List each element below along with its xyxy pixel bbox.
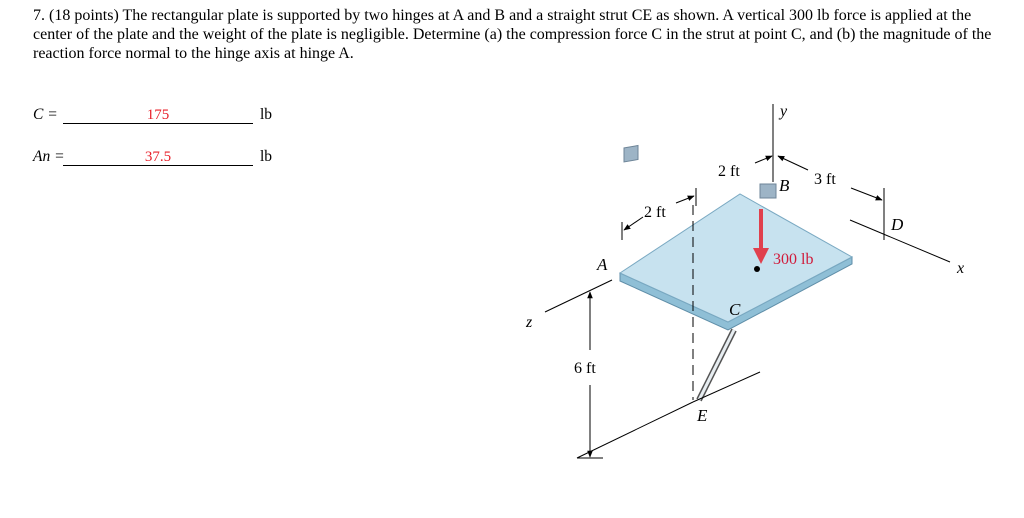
problem-points: (18 points)	[49, 7, 119, 24]
strut-ce-inner	[699, 330, 734, 400]
z-axis-line	[545, 280, 612, 312]
answer-unit-an: lb	[260, 148, 273, 165]
answer-label-c: C =	[33, 106, 58, 123]
hinge-b	[760, 184, 776, 198]
label-2ft-a: 2 ft	[644, 204, 666, 221]
plate-center-point	[754, 266, 760, 272]
problem-number: 7.	[33, 7, 45, 24]
hinge-a	[624, 146, 638, 162]
answer-value-c: 175	[146, 107, 170, 123]
answer-unit-c: lb	[260, 106, 273, 123]
dim-3ft-line-right	[851, 188, 882, 200]
dim-2ft-a-line	[624, 217, 643, 230]
label-c: C	[729, 300, 741, 319]
label-3ft: 3 ft	[814, 171, 836, 188]
label-x: x	[957, 260, 965, 277]
label-6ft: 6 ft	[574, 360, 596, 377]
ground-line-front	[577, 402, 693, 458]
label-y: y	[780, 103, 788, 120]
label-force: 300 lb	[773, 251, 814, 268]
label-d: D	[891, 215, 904, 234]
answer-value-an: 37.5	[144, 149, 172, 165]
label-z: z	[526, 314, 533, 331]
dim-3ft-line-left	[778, 156, 808, 170]
dim-2ft-b-line	[755, 156, 772, 163]
label-e: E	[697, 406, 708, 425]
answer-label-an: An =	[33, 148, 65, 165]
dim-2ft-a-line2	[676, 196, 694, 203]
problem-text: The rectangular plate is supported by two hinges at A and B and a straight strut CE as shown. A vertical 300 lb force is applied at the center of the plate and the weight of the plate is negligible. Determine (a) the compression force C in the strut at point C, and (b) the magnitude of the reaction force normal to the hinge axis at hinge A.	[33, 7, 992, 62]
label-b: B	[779, 176, 790, 195]
label-2ft-b: 2 ft	[718, 163, 740, 180]
label-a: A	[597, 255, 608, 274]
